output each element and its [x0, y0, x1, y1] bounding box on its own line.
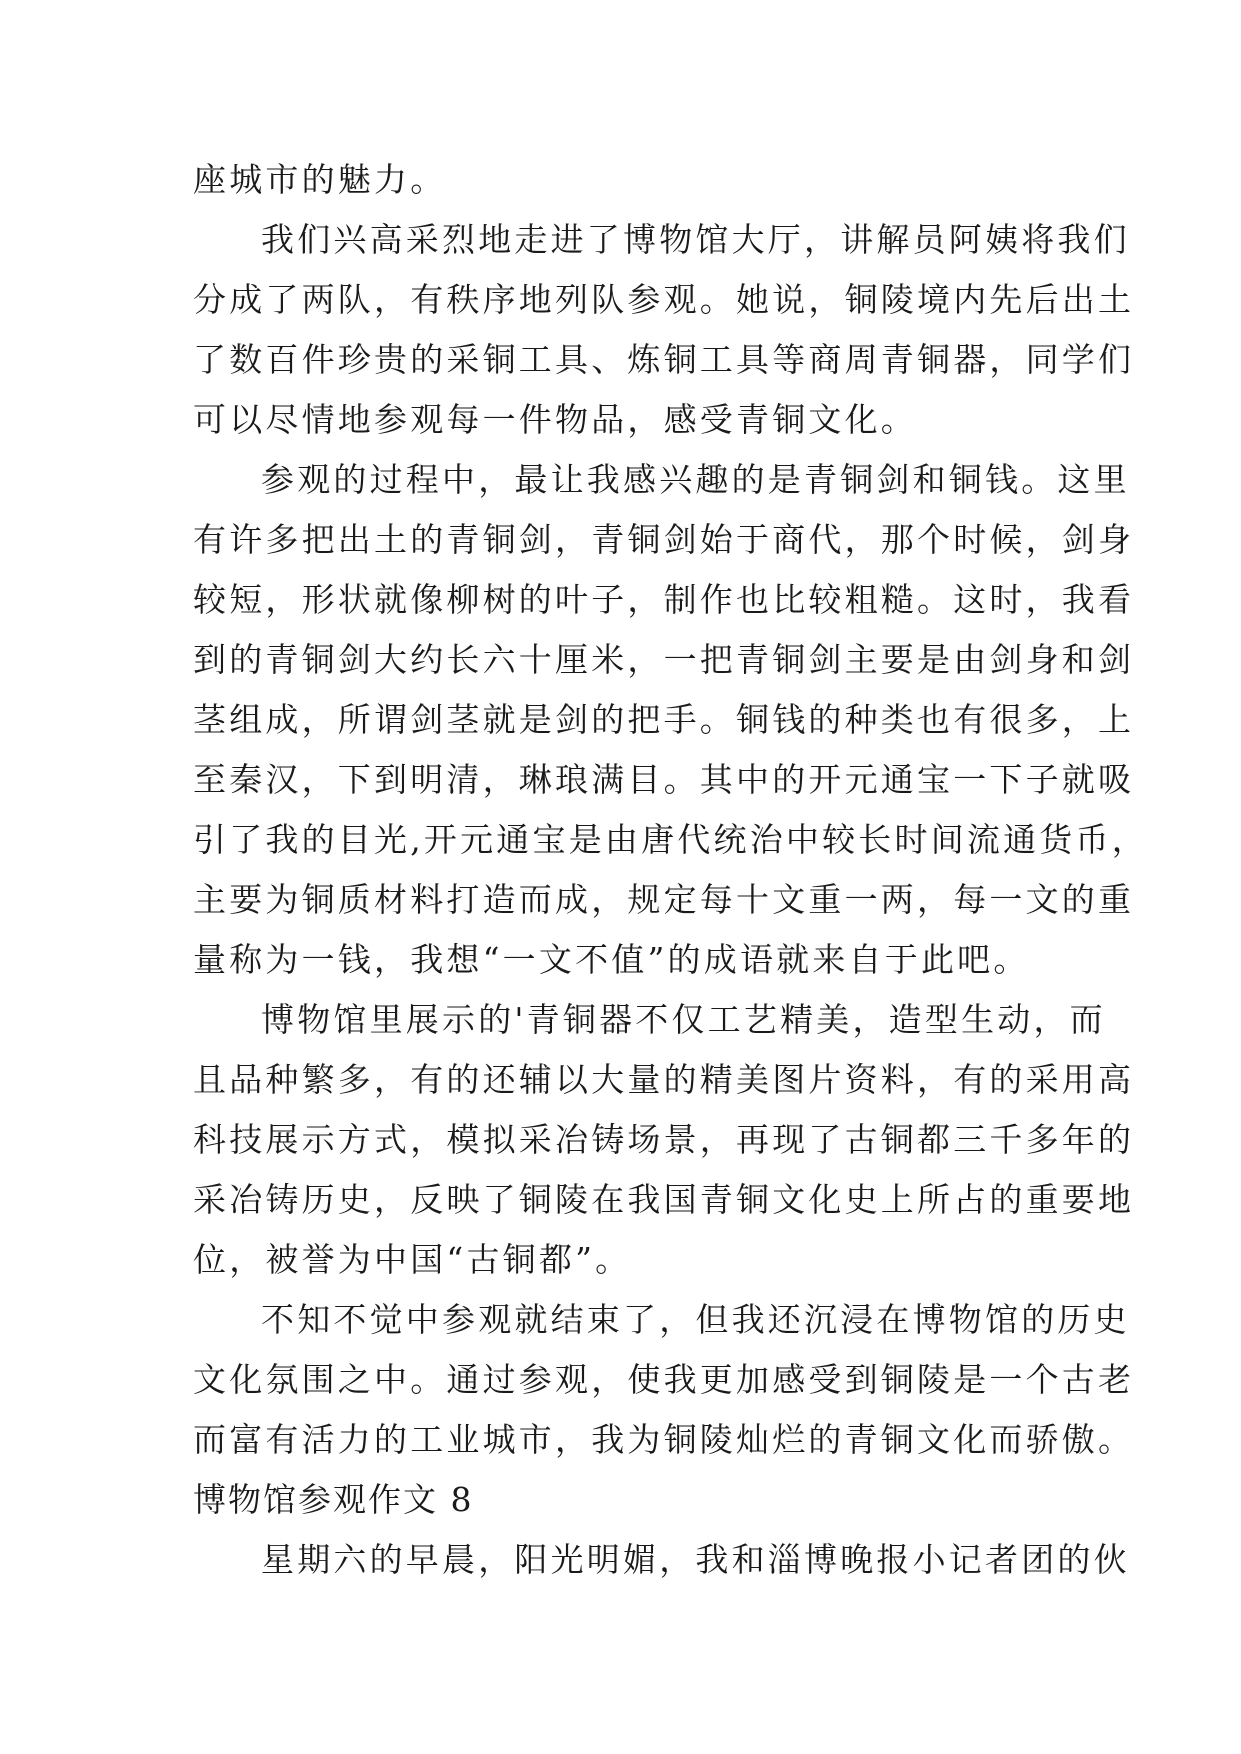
essay-heading: 博物馆参观作文 8 — [193, 1480, 474, 1519]
text-line: 有许多把出土的青铜剑，青铜剑始于商代，那个时候，剑身 — [193, 520, 1135, 559]
text-line: 而富有活力的工业城市，我为铜陵灿烂的青铜文化而骄傲。 — [193, 1420, 1135, 1459]
paragraph-start: 参观的过程中，最让我感兴趣的是青铜剑和铜钱。这里 — [261, 460, 1130, 499]
text-line: 可以尽情地参观每一件物品，感受青铜文化。 — [193, 400, 917, 439]
text-line: 科技展示方式，模拟采冶铸场景，再现了古铜都三千多年的 — [193, 1120, 1135, 1159]
text-line: 了数百件珍贵的采铜工具、炼铜工具等商周青铜器，同学们 — [193, 340, 1135, 379]
paragraph-start: 博物馆里展示的'青铜器不仅工艺精美，造型生动，而 — [261, 1000, 1106, 1039]
text-line: 主要为铜质材料打造而成，规定每十文重一两，每一文的重 — [193, 880, 1135, 919]
text-line: 茎组成，所谓剑茎就是剑的把手。铜钱的种类也有很多，上 — [193, 700, 1135, 739]
paragraph-start: 不知不觉中参观就结束了，但我还沉浸在博物馆的历史 — [261, 1300, 1130, 1339]
text-line: 座城市的魅力。 — [193, 160, 447, 199]
text-line: 采冶铸历史，反映了铜陵在我国青铜文化史上所占的重要地 — [193, 1180, 1135, 1219]
document-page — [193, 150, 1148, 1590]
text-line: 到的青铜剑大约长六十厘米，一把青铜剑主要是由剑身和剑 — [193, 640, 1135, 679]
text-line: 文化氛围之中。通过参观，使我更加感受到铜陵是一个古老 — [193, 1360, 1135, 1399]
text-line: 较短，形状就像柳树的叶子，制作也比较粗糙。这时，我看 — [193, 580, 1135, 619]
text-line: 位，被誉为中国“古铜都”。 — [193, 1240, 632, 1279]
text-line: 且品种繁多，有的还辅以大量的精美图片资料，有的采用高 — [193, 1060, 1135, 1099]
text-line: 至秦汉，下到明清，琳琅满目。其中的开元通宝一下子就吸 — [193, 760, 1135, 799]
paragraph-start: 星期六的早晨，阳光明媚，我和淄博晚报小记者团的伙 — [261, 1540, 1130, 1579]
text-line: 引了我的目光,开元通宝是由唐代统治中较长时间流通货币， — [193, 820, 1148, 859]
text-line: 分成了两队，有秩序地列队参观。她说，铜陵境内先后出土 — [193, 280, 1135, 319]
paragraph-start: 我们兴高采烈地走进了博物馆大厅，讲解员阿姨将我们 — [261, 220, 1130, 259]
text-line: 量称为一钱，我想“一文不值”的成语就来自于此吧。 — [193, 940, 1030, 979]
